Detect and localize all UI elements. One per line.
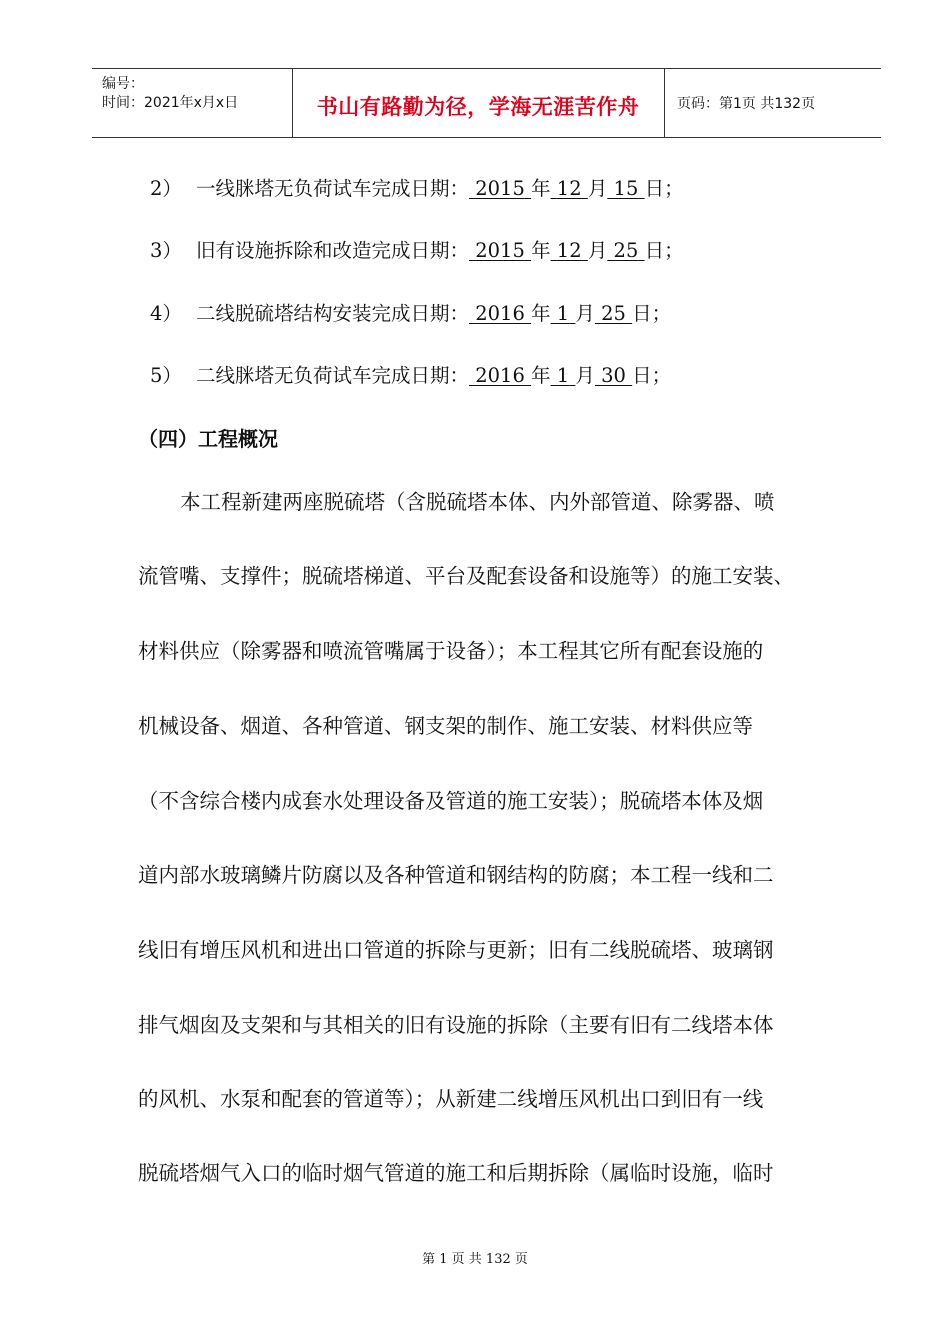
year-value: 2016 <box>475 302 525 325</box>
day-suffix: 日； <box>644 239 684 262</box>
item-number: 4） <box>150 302 182 325</box>
year-unit: 年 <box>531 364 551 387</box>
schedule-item <box>150 235 684 263</box>
day-suffix: 日； <box>632 302 672 325</box>
year-value: 2015 <box>475 239 525 262</box>
item-number: 3） <box>150 239 182 262</box>
page-footer: 第 1 页 共 132 页 <box>422 1252 528 1267</box>
header-motto-cell <box>292 69 665 137</box>
item-number: 5） <box>150 364 182 387</box>
year-unit: 年 <box>531 302 551 325</box>
day-value: 30 <box>601 364 626 387</box>
time-label: 时间：2021年x月x日 <box>102 95 239 111</box>
month-value: 1 <box>556 364 570 387</box>
year-value: 2015 <box>475 177 525 200</box>
day-value: 15 <box>613 177 639 200</box>
paragraph-line: 道内部水玻璃鳞片防腐以及各种管道和钢结构的防腐；本工程一线和二 <box>138 863 774 887</box>
month-unit: 月 <box>587 239 608 262</box>
paragraph-line: 本工程新建两座脱硫塔（含脱硫塔本体、内外部管道、除雾器、喷 <box>180 490 775 514</box>
paragraph-line: 机械设备、烟道、各种管道、钢支架的制作、施工安装、材料供应等 <box>138 714 753 738</box>
month-unit: 月 <box>575 302 595 325</box>
year-value: 2016 <box>475 364 525 387</box>
day-value: 25 <box>601 302 626 325</box>
header-meta-cell <box>92 69 293 137</box>
section-heading: （四）工程概况 <box>138 427 278 451</box>
paragraph-line: 的风机、水泵和配套的管道等）；从新建二线增压风机出口到旧有一线 <box>138 1087 764 1111</box>
item-number: 2） <box>150 177 182 200</box>
item-label: 一线脒塔无负荷试车完成日期： <box>196 177 470 200</box>
item-label: 二线脒塔无负荷试车完成日期： <box>196 364 470 387</box>
paragraph-line: 排气烟囱及支架和与其相关的旧有设施的拆除（主要有旧有二线塔本体 <box>138 1013 774 1037</box>
item-label: 旧有设施拆除和改造完成日期： <box>196 239 470 262</box>
schedule-item <box>150 173 684 201</box>
year-unit: 年 <box>531 239 551 262</box>
year-unit: 年 <box>531 177 551 200</box>
day-value: 25 <box>613 239 639 262</box>
month-unit: 月 <box>587 177 608 200</box>
page-header <box>92 68 881 138</box>
paragraph-line: 脱硫塔烟气入口的临时烟气管道的施工和后期拆除（属临时设施，临时 <box>138 1161 774 1185</box>
day-suffix: 日； <box>632 364 672 387</box>
schedule-item <box>150 298 671 326</box>
month-value: 12 <box>556 239 582 262</box>
schedule-item <box>150 360 671 388</box>
month-value: 1 <box>556 302 570 325</box>
paragraph-line: 线旧有增压风机和进出口管道的拆除与更新；旧有二线脱硫塔、玻璃钢 <box>138 938 774 962</box>
month-unit: 月 <box>575 364 595 387</box>
header-page-cell <box>665 69 881 137</box>
paragraph-line: 流管嘴、支撑件；脱硫塔梯道、平台及配套设备和设施等）的施工安装、 <box>138 564 794 588</box>
serial-number-label: 编号： <box>102 76 144 92</box>
paragraph-line: （不含综合楼内成套水处理设备及管道的施工安装）；脱硫塔本体及烟 <box>138 789 764 813</box>
item-label: 二线脱硫塔结构安装完成日期： <box>196 302 470 325</box>
day-suffix: 日； <box>644 177 684 200</box>
month-value: 12 <box>556 177 582 200</box>
paragraph-line: 材料供应（除雾器和喷流管嘴属于设备）；本工程其它所有配套设施的 <box>138 639 764 663</box>
page-number-label: 页码：第1页 共132页 <box>677 96 816 112</box>
motto-text: 书山有路勤为径，学海无涯苦作舟 <box>316 95 640 119</box>
